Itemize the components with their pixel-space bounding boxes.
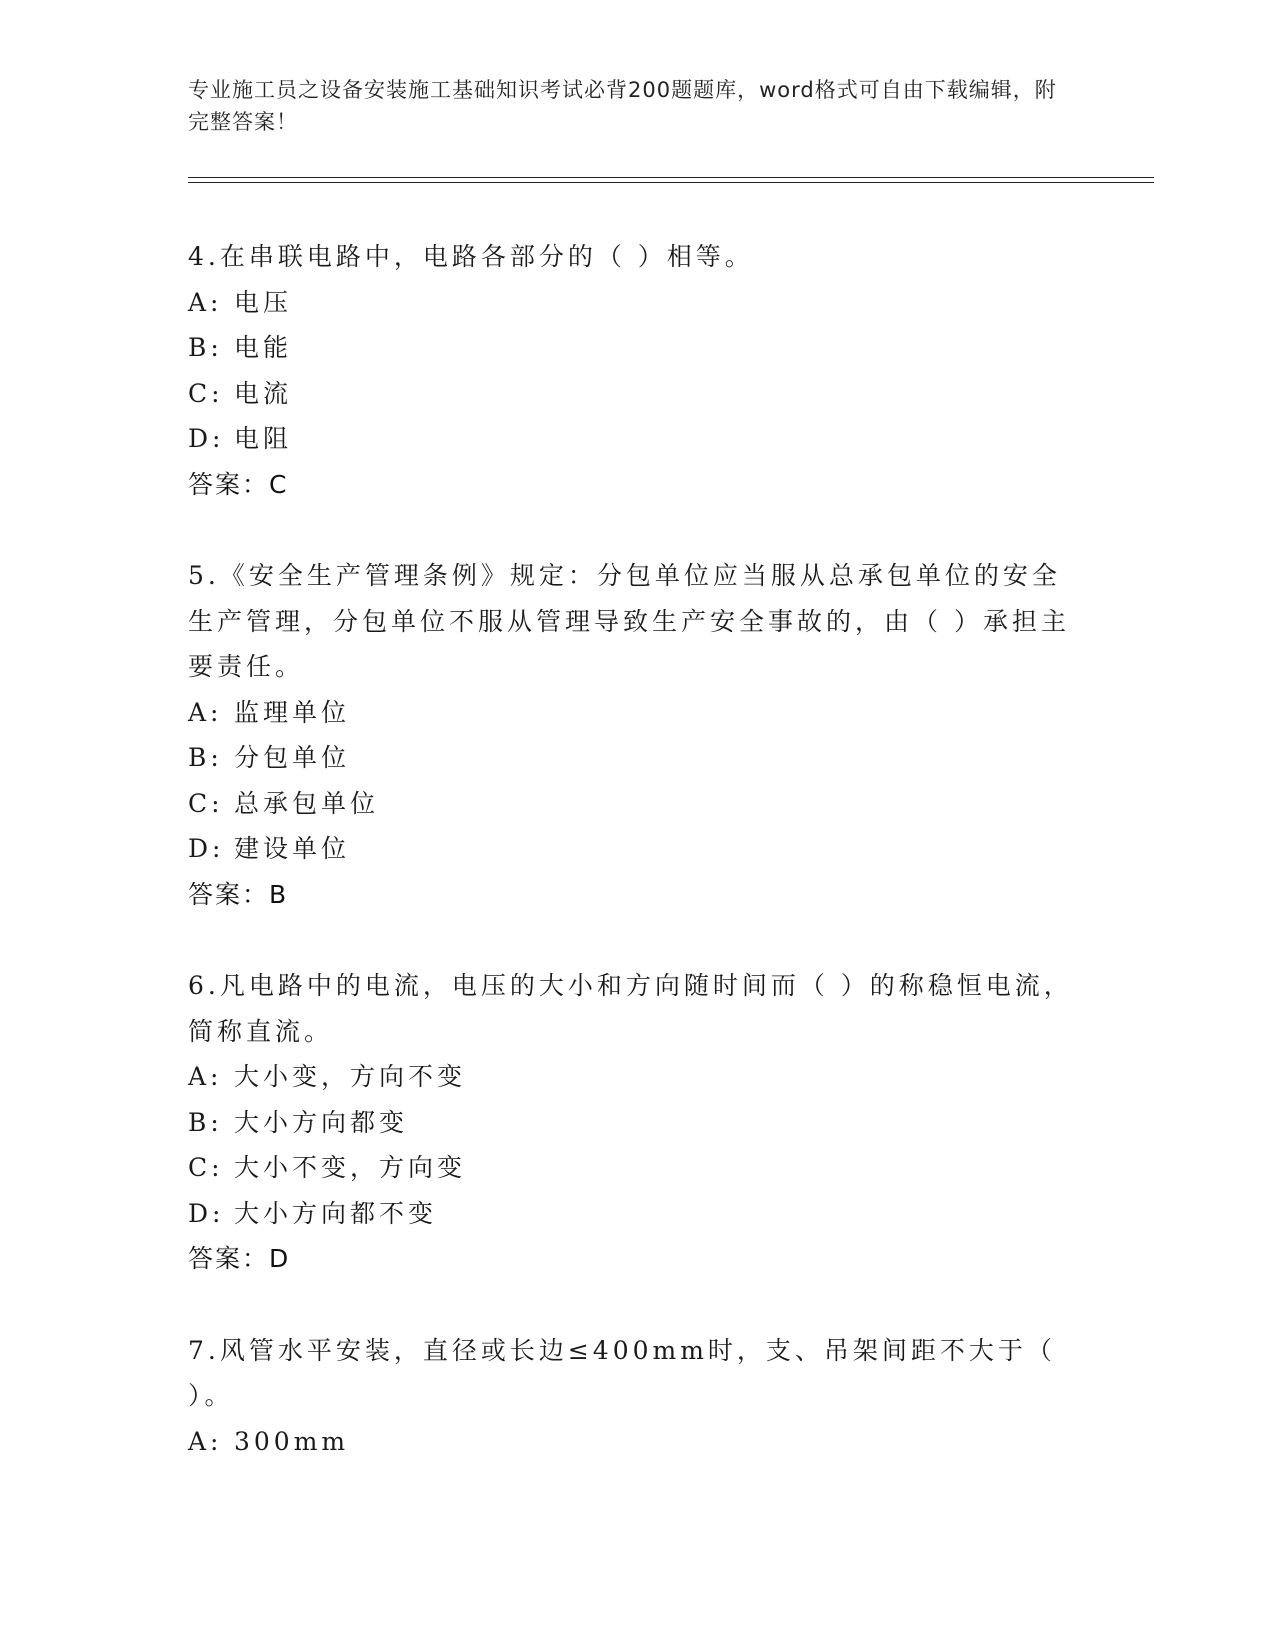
option-letter: B: <box>188 1107 223 1137</box>
option-text: 监理单位 <box>234 697 351 727</box>
question-option <box>188 781 1088 827</box>
option-text: 大小方向都变 <box>234 1107 409 1137</box>
option-letter: B: <box>188 333 223 362</box>
question-stem: 6.凡电路中的电流，电压的大小和方向随时间而（ ）的称稳恒电流，简称直流。 <box>188 971 1073 1046</box>
question-item <box>188 553 1088 917</box>
question-option <box>188 416 1088 462</box>
option-text: 大小变，方向不变 <box>234 1062 467 1091</box>
question-answer: 答案：D <box>188 1244 291 1273</box>
header-divider-bottom <box>188 182 1154 183</box>
option-letter: D: <box>188 424 225 453</box>
question-stem: 7.风管水平安装，直径或长边≤400mm时，支、吊架间距不大于（ ）。 <box>188 1335 1056 1410</box>
question-item <box>188 1328 1088 1465</box>
question-item <box>188 234 1088 507</box>
header-divider-top <box>188 177 1154 178</box>
option-letter: D: <box>188 1198 225 1228</box>
option-letter: A: <box>188 1062 223 1091</box>
option-text: 大小方向都不变 <box>234 1198 438 1228</box>
option-text: 分包单位 <box>234 743 351 772</box>
question-option <box>188 325 1088 371</box>
question-stem: 4.在串联电路中，电路各部分的（ ）相等。 <box>188 242 754 271</box>
question-option <box>188 826 1088 872</box>
option-letter: A: <box>188 287 223 317</box>
question-answer: 答案：C <box>188 469 289 499</box>
option-text: 建设单位 <box>234 834 351 863</box>
option-text: 电压 <box>234 287 293 317</box>
question-stem: 5.《安全生产管理条例》规定：分包单位应当服从总承包单位的安全生产管理，分包单位不服从管理导致生产安全事故的，由（ ）承担主要责任。 <box>188 561 1070 681</box>
option-text: 300mm <box>234 1426 350 1456</box>
option-text: 电能 <box>234 333 293 362</box>
question-option <box>188 1419 1088 1465</box>
question-option <box>188 371 1088 417</box>
question-option <box>188 690 1088 736</box>
option-letter: C: <box>188 788 224 818</box>
question-option <box>188 1145 1088 1191</box>
question-option <box>188 1100 1088 1146</box>
option-text: 电阻 <box>234 424 293 453</box>
option-letter: D: <box>188 834 225 863</box>
option-letter: C: <box>188 378 224 408</box>
option-text: 总承包单位 <box>234 788 380 818</box>
question-option <box>188 280 1088 326</box>
option-letter: A: <box>188 697 223 727</box>
question-item <box>188 963 1088 1282</box>
option-letter: B: <box>188 743 223 772</box>
option-text: 电流 <box>234 378 293 408</box>
option-letter: A: <box>188 1426 223 1456</box>
question-option <box>188 1054 1088 1100</box>
option-letter: C: <box>188 1153 224 1182</box>
question-option <box>188 1191 1088 1237</box>
question-answer: 答案：B <box>188 879 289 909</box>
question-list <box>188 234 1088 1510</box>
document-header: 专业施工员之设备安装施工基础知识考试必背200题题库，word格式可自由下载编辑，附完整答案！ <box>188 78 1057 134</box>
question-option <box>188 735 1088 781</box>
option-text: 大小不变，方向变 <box>234 1153 467 1182</box>
